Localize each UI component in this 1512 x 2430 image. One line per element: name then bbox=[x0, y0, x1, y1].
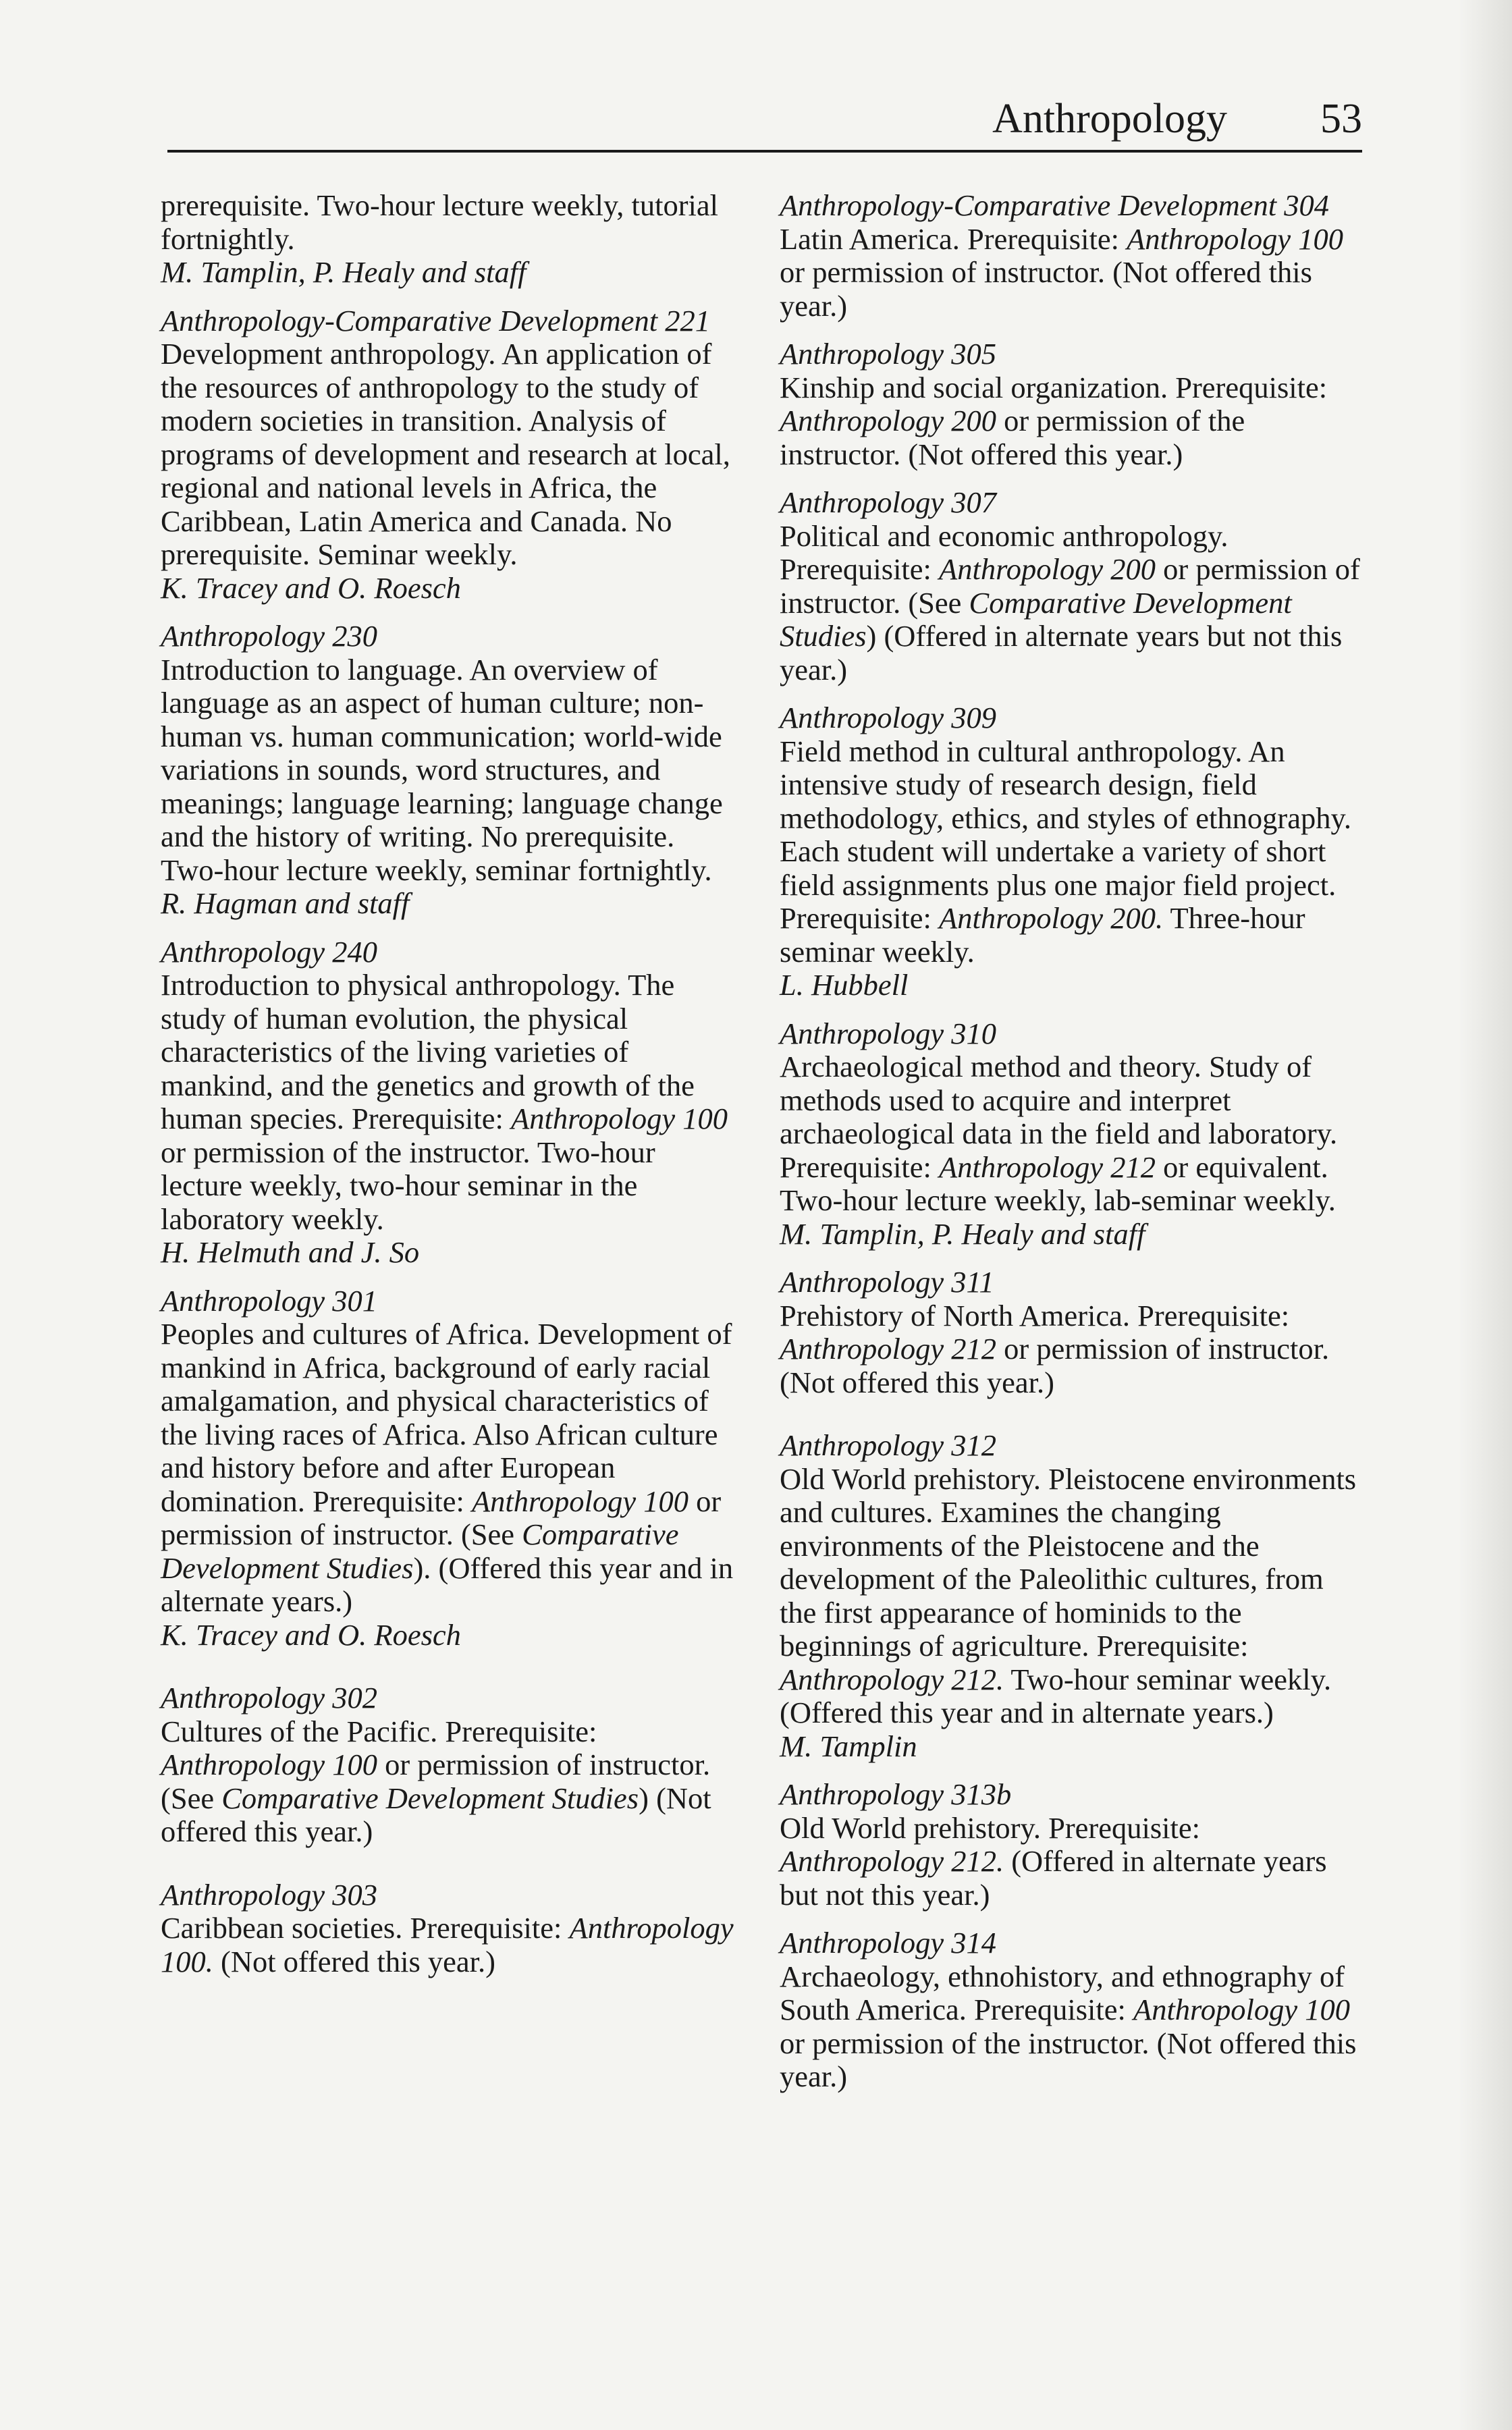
course-entry bbox=[780, 338, 1360, 471]
course-entry bbox=[161, 1879, 741, 1979]
course-entry bbox=[161, 1681, 741, 1849]
course-entry bbox=[780, 1778, 1360, 1912]
course-entry bbox=[780, 486, 1360, 686]
course-instructors: M. Tamplin bbox=[780, 1729, 917, 1763]
course-title: Anthropology 230 bbox=[161, 619, 377, 653]
continued-text: prerequisite. Two-hour lecture weekly, tutorial fortnightly. bbox=[161, 188, 719, 256]
course-title: Anthropology 313b bbox=[780, 1777, 1012, 1811]
course-instructors: R. Hagman and staff bbox=[161, 886, 410, 920]
course-entry bbox=[161, 1285, 741, 1652]
course-title: Anthropology-Comparative Development 304 bbox=[780, 188, 1330, 222]
course-entry bbox=[161, 620, 741, 921]
course-description: Field method in cultural anthropology. An intensive study of research design, field methodology, ethics, and styles of ethnography. Each student will undertake a variety of short field assignments plus one major field project. Prerequisite: Anthropology 200. Three-hour seminar weekly. bbox=[780, 734, 1351, 969]
course-title: Anthropology-Comparative Development 221 bbox=[161, 303, 711, 338]
course-entry bbox=[780, 701, 1360, 1002]
course-title: Anthropology 303 bbox=[161, 1877, 377, 1912]
course-entry bbox=[780, 1926, 1360, 2094]
course-description: Kinship and social organization. Prerequisite: Anthropology 200 or permission of the instructor. (Not offered this year.) bbox=[780, 370, 1328, 471]
course-title: Anthropology 240 bbox=[161, 934, 377, 969]
course-title: Anthropology 302 bbox=[161, 1681, 377, 1714]
course-description: Prehistory of North America. Prerequisite: Anthropology 212 or permission of instructor. (Not offered this year.) bbox=[780, 1298, 1330, 1399]
course-title: Anthropology 309 bbox=[780, 701, 996, 734]
page-number: 53 bbox=[1320, 96, 1362, 142]
course-title: Anthropology 311 bbox=[780, 1265, 994, 1299]
course-title: Anthropology 310 bbox=[780, 1016, 996, 1050]
course-instructors: H. Helmuth and J. So bbox=[161, 1235, 420, 1269]
running-header bbox=[167, 86, 1362, 151]
course-description: Peoples and cultures of Africa. Development of mankind in Africa, background of early racial amalgamation, and physical characteristics of the living races of Africa. Also African culture and history before and after European domination. Prerequisite: Anthropology 100 or permission of instructor. (See Comparative Development Studies). (Offered this year and in alternate years.) bbox=[161, 1317, 734, 1618]
course-title: Anthropology 314 bbox=[780, 1926, 996, 1960]
course-instructors: M. Tamplin, P. Healy and staff bbox=[161, 255, 526, 289]
continued-entry bbox=[161, 189, 741, 290]
course-description: Cultures of the Pacific. Prerequisite: Anthropology 100 or permission of instructor. (See Comparative Development Studies) (Not offered this year.) bbox=[161, 1714, 711, 1848]
right-column bbox=[780, 189, 1360, 2109]
course-instructors: K. Tracey and O. Roesch bbox=[161, 570, 461, 605]
course-instructors: M. Tamplin, P. Healy and staff bbox=[780, 1216, 1145, 1251]
header-rule bbox=[167, 150, 1362, 153]
course-instructors: L. Hubbell bbox=[780, 968, 909, 1002]
course-description: Latin America. Prerequisite: Anthropology 100 or permission of instructor. (Not offered this year.) bbox=[780, 221, 1344, 323]
course-title: Anthropology 305 bbox=[780, 337, 996, 371]
course-entry bbox=[780, 1266, 1360, 1399]
course-description: Caribbean societies. Prerequisite: Anthropology 100. (Not offered this year.) bbox=[161, 1911, 734, 1978]
course-description: Introduction to physical anthropology. The study of human evolution, the physical characteristics of the living varieties of mankind, and the genetics and growth of the human species. Prerequisite: Anthropology 100 or permission of the instructor. Two-hour lecture weekly, two-hour seminar in the laboratory weekly. bbox=[161, 968, 728, 1236]
course-entry bbox=[780, 1017, 1360, 1251]
course-entry bbox=[780, 1429, 1360, 1763]
course-description: Old World prehistory. Pleistocene environments and cultures. Examines the changing environments of the Pleistocene and the development of the Paleolithic cultures, from the first appearance of hominids to the beginnings of agriculture. Prerequisite: Anthropology 212. Two-hour seminar weekly. (Offered this year and in alternate years.) bbox=[780, 1461, 1357, 1729]
course-title: Anthropology 312 bbox=[780, 1428, 996, 1462]
course-entry bbox=[161, 936, 741, 1270]
section-title: Anthropology bbox=[992, 96, 1227, 142]
course-description: Archaeological method and theory. Study of methods used to acquire and interpret archaeological data in the field and laboratory. Prerequisite: Anthropology 212 or equivalent. Two-hour lecture weekly, lab-seminar weekly. bbox=[780, 1050, 1338, 1217]
course-instructors: K. Tracey and O. Roesch bbox=[161, 1617, 461, 1652]
page-edge-shadow bbox=[1458, 0, 1512, 2430]
course-description: Development anthropology. An application of the resources of anthropology to the study of modern societies in transition. Analysis of programs of development and research at local, regional and national levels in Africa, the Caribbean, Latin America and Canada. No prerequisite. Seminar weekly. bbox=[161, 337, 730, 571]
course-entry bbox=[161, 304, 741, 605]
course-entry bbox=[780, 189, 1360, 323]
course-title: Anthropology 307 bbox=[780, 485, 996, 519]
course-title: Anthropology 301 bbox=[161, 1283, 377, 1318]
course-description: Political and economic anthropology. Prerequisite: Anthropology 200 or permission of instructor. (See Comparative Development Studies) (Offered in alternate years but not this year.) bbox=[780, 518, 1360, 686]
left-column bbox=[161, 189, 741, 1993]
course-description: Introduction to language. An overview of language as an aspect of human culture; non-human vs. human communication; world-wide variations in sounds, word structures, and meanings; language learning; language change and the history of writing. No prerequisite. Two-hour lecture weekly, seminar fortnightly. bbox=[161, 652, 723, 887]
course-description: Old World prehistory. Prerequisite: Anthropology 212. (Offered in alternate years but not this year.) bbox=[780, 1810, 1327, 1912]
course-description: Archaeology, ethnohistory, and ethnography of South America. Prerequisite: Anthropology 100 or permission of the instructor. (Not offered this year.) bbox=[780, 1959, 1357, 2093]
